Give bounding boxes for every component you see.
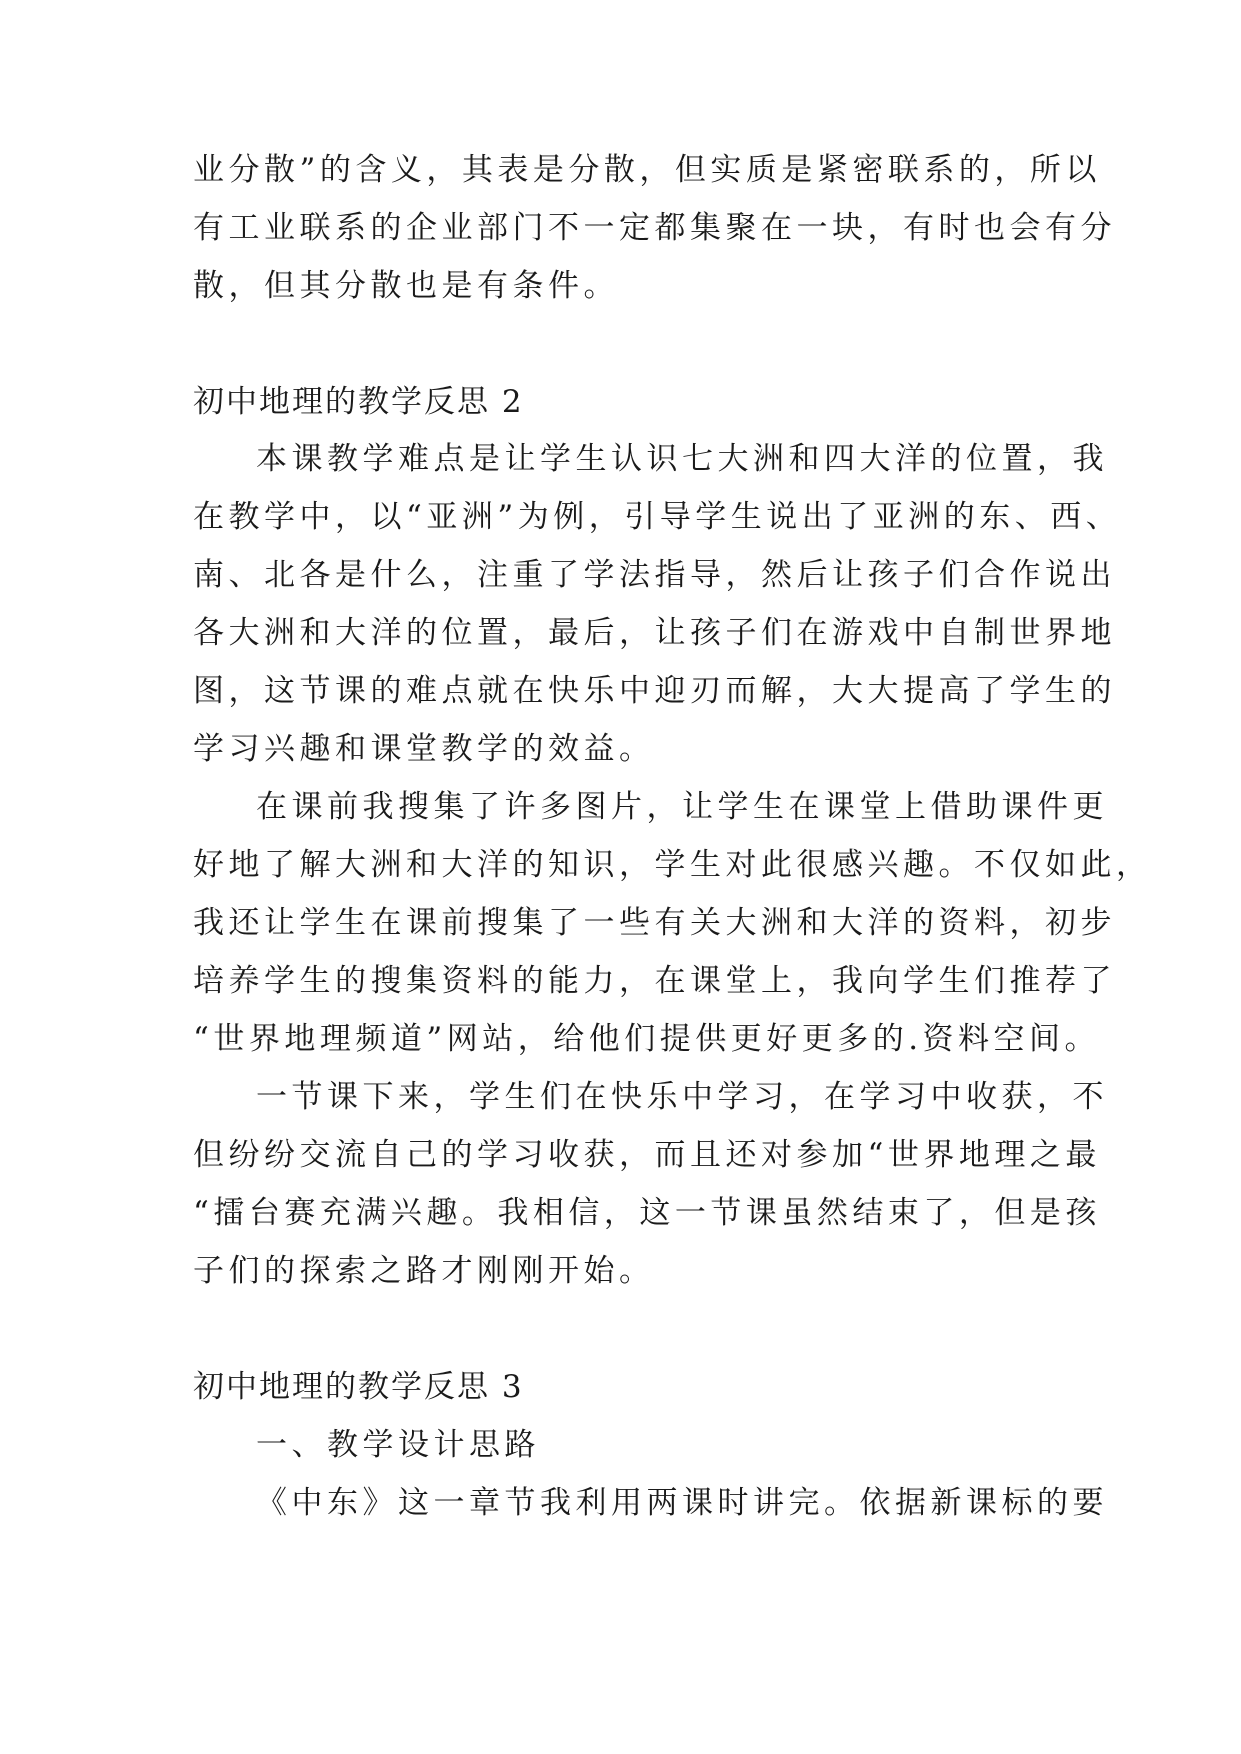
s2-p3-line-1: 一节课下来，学生们在快乐中学习，在学习中收获，不 [256, 1079, 1108, 1115]
s2-p3-line-2: 但纷纷交流自己的学习收获，而且还对参加“世界地理之最 [193, 1137, 1101, 1173]
s2-p1-line-1: 本课教学难点是让学生认识七大洲和四大洋的位置，我 [256, 441, 1108, 477]
section-3-title: 初中地理的教学反思 3 [193, 1369, 524, 1405]
s2-p1-line-5: 图，这节课的难点就在快乐中迎刃而解，大大提高了学生的 [193, 673, 1116, 709]
s2-p1-line-2: 在教学中，以“亚洲”为例，引导学生说出了亚洲的东、西、 [193, 499, 1122, 535]
continuation-line-3: 散，但其分散也是有条件。 [193, 268, 619, 304]
s2-p1-line-4: 各大洲和大洋的位置，最后，让孩子们在游戏中自制世界地 [193, 615, 1116, 651]
s2-p1-line-6: 学习兴趣和课堂教学的效益。 [193, 731, 655, 767]
continuation-line-2: 有工业联系的企业部门不一定都集聚在一块，有时也会有分 [193, 210, 1116, 246]
s3-p1-line-1: 《中东》这一章节我利用两课时讲完。依据新课标的要 [256, 1485, 1108, 1521]
s2-p2-line-2: 好地了解大洲和大洋的知识，学生对此很感兴趣。不仅如此， [193, 847, 1152, 883]
s2-p3-line-3: “擂台赛充满兴趣。我相信，这一节课虽然结束了，但是孩 [193, 1195, 1101, 1231]
s2-p3-line-4: 子们的探索之路才刚刚开始。 [193, 1253, 655, 1289]
section-2-title: 初中地理的教学反思 2 [193, 384, 524, 420]
section-3-subheading: 一、教学设计思路 [256, 1427, 540, 1463]
s2-p1-line-3: 南、北各是什么，注重了学法指导，然后让孩子们合作说出 [193, 557, 1116, 593]
s2-p2-line-4: 培养学生的搜集资料的能力，在课堂上，我向学生们推荐了 [193, 963, 1116, 999]
continuation-line-1: 业分散”的含义，其表是分散，但实质是紧密联系的，所以 [193, 152, 1101, 188]
s2-p2-line-1: 在课前我搜集了许多图片，让学生在课堂上借助课件更 [256, 789, 1108, 825]
s2-p2-line-5: “世界地理频道”网站，给他们提供更好更多的.资料空间。 [193, 1021, 1101, 1057]
s2-p2-line-3: 我还让学生在课前搜集了一些有关大洲和大洋的资料，初步 [193, 905, 1116, 941]
